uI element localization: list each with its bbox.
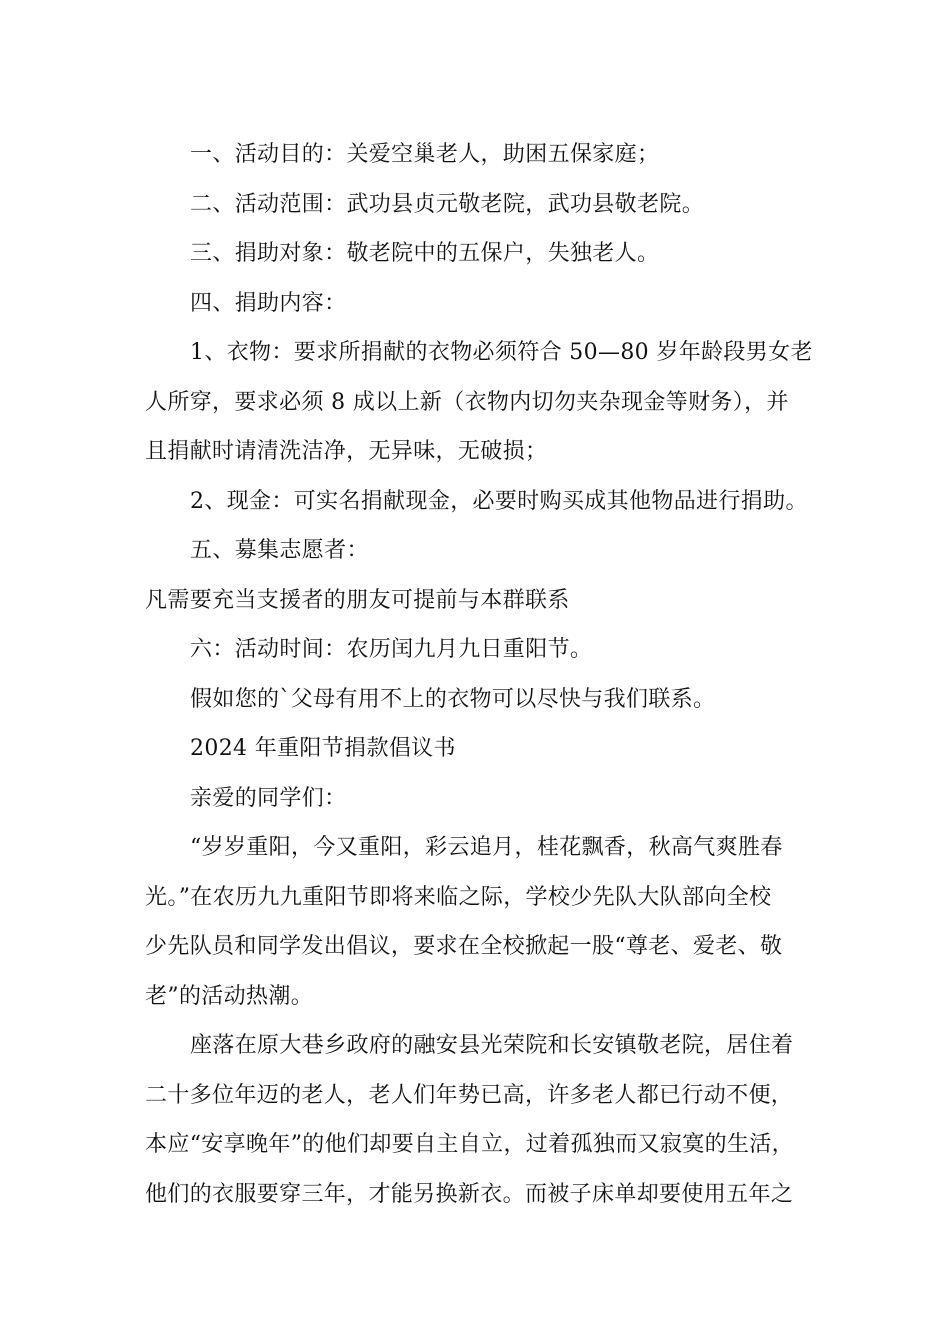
paragraph-nursing-home-line-1: 座落在原大巷乡政府的融安县光荣院和长安镇敬老院，居住着 [190, 1033, 794, 1058]
paragraph-clothing-line-2: 人所穿，要求必须 8 成以上新（衣物内切勿夹杂现金等财务），并 [145, 389, 789, 415]
paragraph-volunteer-heading: 五、募集志愿者： [190, 538, 369, 563]
paragraph-nursing-home-line-3: 本应“安享晚年”的他们却要自主自立，过着孤独而又寂寞的生活， [145, 1132, 794, 1157]
paragraph-poem-line-2: 光。”在农历九九重阳节即将来临之际，学校少先队大队部向全校 [145, 884, 772, 910]
paragraph-clothing-contact: 假如您的`父母有用不上的衣物可以尽快与我们联系。 [190, 686, 716, 712]
paragraph-cash: 2、现金：可实名捐献现金，必要时购买成其他物品进行捐助。 [190, 488, 808, 514]
paragraph-poem-line-3: 少先队员和同学发出倡议，要求在全校掀起一股“尊老、爱老、敬 [145, 934, 783, 959]
paragraph-activity-time: 六：活动时间：农历闰九月九日重阳节。 [190, 637, 593, 662]
paragraph-activity-scope: 二、活动范围：武功县贞元敬老院，武功县敬老院。 [190, 191, 705, 217]
paragraph-donation-content-heading: 四、捐助内容： [190, 290, 347, 316]
paragraph-donation-target: 三、捐助对象：敬老院中的五保户，失独老人。 [190, 241, 660, 266]
paragraph-poem-line-4: 老”的活动热潮。 [145, 983, 314, 1009]
paragraph-clothing-line-1: 1、衣物：要求所捐献的衣物必须符合 50—80 岁年龄段男女老 [190, 340, 813, 365]
document-body [145, 130, 825, 1219]
paragraph-nursing-home-line-4: 他们的衣服要穿三年，才能另换新衣。而被子床单却要使用五年之 [145, 1181, 794, 1207]
paragraph-nursing-home-line-2: 二十多位年迈的老人，老人们年势已高，许多老人都已行动不便， [145, 1082, 794, 1108]
paragraph-volunteer-contact: 凡需要充当支援者的朋友可提前与本群联系 [145, 587, 570, 613]
paragraph-activity-purpose: 一、活动目的：关爱空巢老人，助困五保家庭； [190, 142, 660, 167]
document-title-proposal: 2024 年重阳节捐款倡议书 [190, 736, 456, 761]
paragraph-clothing-line-3: 且捐献时请清洗洁净，无异味，无破损； [145, 439, 548, 464]
paragraph-salutation: 亲爱的同学们： [190, 785, 347, 811]
paragraph-poem-line-1: “岁岁重阳，今又重阳，彩云追月，桂花飘香，秋高气爽胜春 [190, 835, 783, 860]
